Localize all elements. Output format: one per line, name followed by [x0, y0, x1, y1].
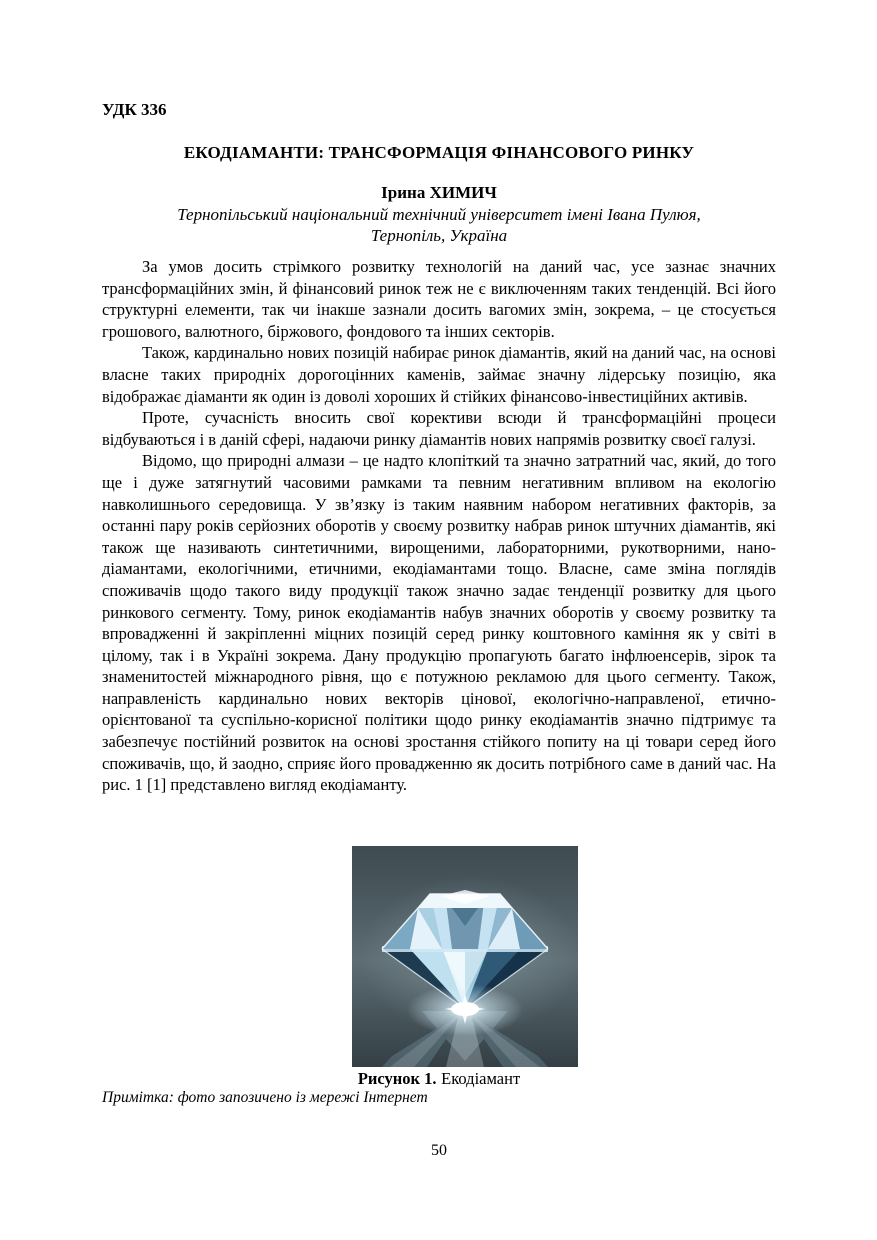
- article-body: [102, 256, 776, 796]
- ecodiamond-photo: [352, 846, 578, 1067]
- paragraph-2: Також, кардинально нових позицій набирає ринок діамантів, який на даний час, на основі власне таких природніх дорогоцінних каменів, займає значну лідерську позицію, яка відображає діаманти як один із доволі хороших й стійких фінансово-інвестиційних активів.: [102, 343, 776, 406]
- page-number: 50: [431, 1142, 447, 1159]
- paragraph-4: Відомо, що природні алмази – це надто клопіткий та значно затратний час, який, до того ще і дуже затягнутий часовими рамками та певним негативним впливом на екологію навколишнього середовища. У зв’язку із таким наявним набором негативних факторів, за останні пару років серйозних оборотів у своєму розвитку набрав ринок штучних діамантів, які також ще називають синтетичними, вирощеними, лабораторними, рукотворними, нано-діамантами, екологічними, етичними, екодіамантами тощо. Власне, саме зміна поглядів споживачів щодо такого виду продукції також значно задає тенденції розвитку для цього ринкового сегменту. Тому, ринок екодіамантів набув значних оборотів у своєму розвитку та впровадженні й закріпленні міцних позицій серед ринку коштовного каміння як у світі в цілому, так і в Україні зокрема. Дану продукцію пропагують багато інфлюенсерів, зірок та знаменитостей міжнародного рівня, що є потужною рекламою для цього сегменту. Також, направленість кардинально нових векторів цінової, екологічно-направленої, етично-орієнтованої та суспільно-корисної політики щодо ринку екодіамантів значно підтримує та забезпечує постійний розвиток на основі зростання стійкого попиту на ці товари серед його споживачів, що, й заодно, сприяє його провадженню як досить потрібного саме в даний час. На рис. 1 [1] представлено вигляд екодіаманту.: [102, 451, 776, 795]
- figure-caption-label: Рисунок 1.: [357, 1069, 437, 1088]
- udc-code: УДК 336: [102, 100, 167, 119]
- affiliation-line-2: Тернопіль, Україна: [370, 226, 508, 245]
- author-name: Ірина ХИМИЧ: [381, 183, 497, 202]
- paper-title: ЕКОДІАМАНТИ: ТРАНСФОРМАЦІЯ ФІНАНСОВОГО РИНКУ: [183, 143, 695, 162]
- affiliation-line-1: Тернопільський національний технічний університет імені Івана Пулюя,: [177, 205, 701, 224]
- diamond-icon: [352, 846, 578, 1067]
- figure-note: Примітка: фото запозичено із мережі Інтернет: [102, 1089, 428, 1106]
- figure-caption: [102, 1069, 776, 1089]
- paragraph-1: За умов досить стрімкого розвитку технологій на даний час, усе зазнає значних трансформаційних змін, й фінансовий ринок теж не є виключенням таких тенденцій. Всі його структурні елементи, так чи інакше зазнали досить вагомих змін, зокрема, – це стосується грошового, валютного, біржового, фондового та інших секторів.: [102, 257, 776, 341]
- paragraph-3: Проте, сучасність вносить свої корективи всюди й трансформаційні процеси відбуваються і в даній сфері, надаючи ринку діамантів нових напрямів розвитку своєї галузі.: [102, 408, 776, 449]
- figure-caption-text: Екодіамант: [441, 1069, 521, 1088]
